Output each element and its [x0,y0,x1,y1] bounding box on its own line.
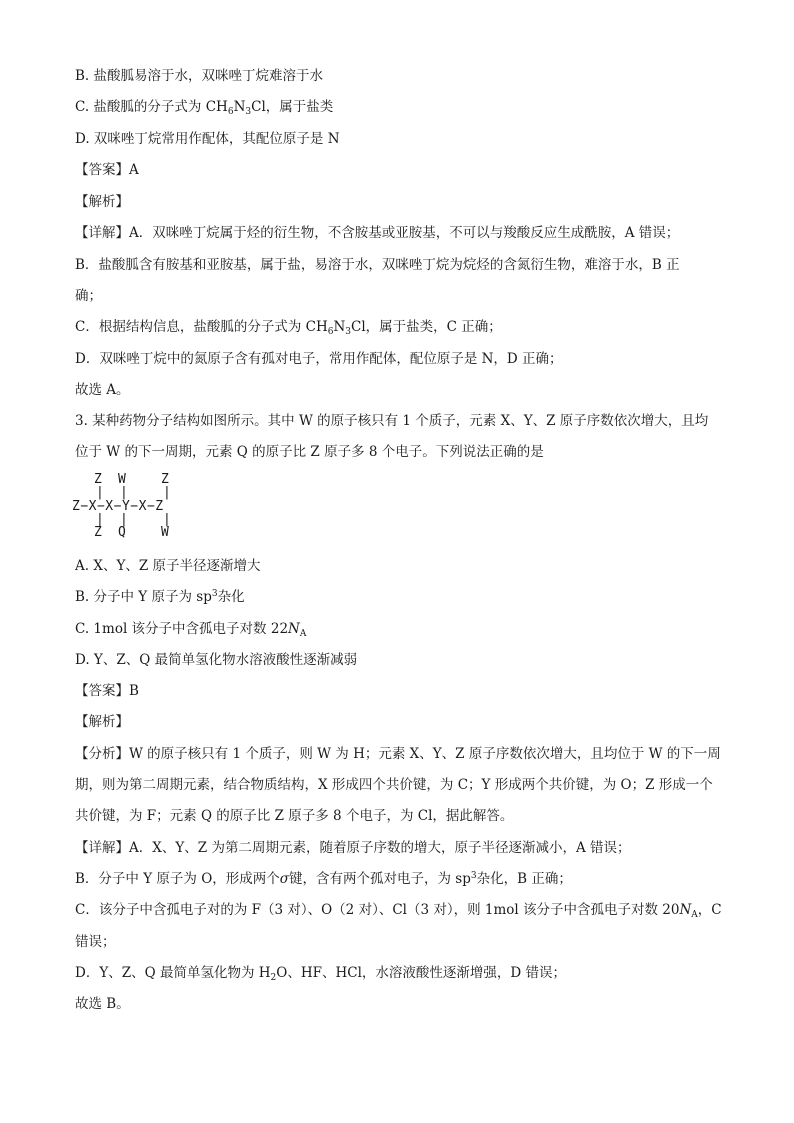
atom-label: Z [94,525,102,540]
text: 【详解】A．双咪唑丁烷属于烃的衍生物，不含胺基或亚胺基，不可以与羧酸反应生成酰胺，A 错误； [75,225,680,241]
text: B．分子中 Y 原子为 O，形成两个 [75,871,280,887]
option-c-line-2 [75,621,306,637]
text: B. 分子中 Y 原子为 sp [75,589,212,605]
detail-line-b-cont [75,288,102,304]
text: C. 1mol 该分子中含孤电子对数 22 [75,621,289,637]
text: 【分析】W 的原子核只有 1 个质子，则 W 为 H；元素 X、Y、Z 原子序数依次增大，且均位于 W 的下一周 [75,746,721,762]
option-b-line [75,68,323,84]
atom-label: Q [118,525,126,540]
text: 3. 某种药物分子结构如图所示。其中 W 的原子核只有 1 个质子，元素 X、Y、Z 原子序数依次增大，且均 [75,413,709,429]
text: 杂化，B 正确； [476,871,572,887]
answer-label [75,162,139,178]
detail-line-a [75,225,679,241]
question-3-line-1 [75,413,708,429]
text: ，C [697,902,722,918]
detail-line-c [75,319,502,335]
text: N [333,319,346,335]
analysis-label-2 [75,714,129,730]
analysis-line-1 [75,746,721,762]
detail-line-d [75,351,563,367]
text: 键，含有两个孤对电子，为 sp [289,871,471,887]
conclusion-line-2 [75,996,130,1012]
text: 杂化 [217,589,245,605]
bond-line: | [163,512,171,527]
text: 确； [75,288,102,304]
subscript: 6 [327,327,334,337]
subscript: A [299,629,307,639]
option-d-line-2 [75,652,357,668]
text: 共价键，为 F；元素 Q 的原子比 Z 原子多 8 个电子，为 Cl，据此解答。 [75,808,514,824]
text: Cl，属于盐类，C 正确； [351,319,502,335]
text: D. Y、Z、Q 最简单氢化物水溶液酸性逐渐减弱 [75,652,358,668]
bond-line: | [120,485,128,500]
atom-label: Z [161,472,169,487]
text: B．盐酸胍含有胺基和亚胺基，属于盐，易溶于水，双咪唑丁烷为烷烃的含氮衍生物，难溶于水，B 正 [75,257,680,273]
conclusion-line [75,382,130,398]
subscript: 3 [345,327,352,337]
atom-label: W [118,472,126,487]
subscript: 2 [270,973,277,983]
text: C．该分子中含孤电子对的为 F（3 对）、O（2 对）、Cl（3 对），则 1mol 该分子中含孤电子对数 20 [75,902,680,918]
text: 期，则为第二周期元素，结合物质结构，X 形成四个共价键，为 C；Y 形成两个共价键，为 O；Z 形成一个 [75,777,713,793]
text: C．根据结构信息，盐酸胍的分子式为 CH [75,319,328,335]
analysis-line-3 [75,808,513,824]
detail-2-line-d [75,965,566,981]
text: O、HF、HCl，水溶液酸性逐渐增强，D 错误； [276,965,567,981]
option-c-line [75,99,333,115]
bond-line: | [96,512,104,527]
option-a-line [75,558,261,574]
answer-label-2 [75,683,139,699]
text: D. 双咪唑丁烷常用作配体，其配位原子是 N [75,131,340,147]
text: 【答案】A [75,162,139,178]
text: 故选 B。 [75,996,130,1012]
question-3-line-2 [75,444,544,460]
detail-2-line-a [75,840,630,856]
text: 【答案】B [75,683,139,699]
avogadro-symbol: N [288,621,300,637]
main-chain: Z−X−X−Y−X−Z [72,499,164,514]
detail-line-b [75,257,680,273]
detail-2-line-c [75,902,722,918]
text: 错误； [75,934,116,950]
avogadro-symbol: N [679,902,692,918]
text: 【详解】A．X、Y、Z 为第二周期元素，随着原子序数的增大，原子半径逐渐减小，A 错误； [75,840,631,856]
option-d-line [75,131,340,147]
text: D．Y、Z、Q 最简单氢化物为 H [75,965,271,981]
subscript: A [691,910,698,920]
bond-line: | [96,485,104,500]
molecular-structure [72,473,202,541]
detail-2-line-b [75,871,572,887]
superscript: 3 [470,871,477,881]
atom-label: Z [94,472,102,487]
superscript: 3 [211,589,218,599]
text: A. X、Y、Z 原子半径逐渐增大 [75,558,261,574]
atom-label: W [161,525,169,540]
option-b-line-2 [75,589,245,605]
text: D．双咪唑丁烷中的氮原子含有孤对电子，常用作配体，配位原子是 N，D 正确； [75,351,563,367]
bond-line: | [163,485,171,500]
sigma-symbol: σ [279,871,289,887]
analysis-line-2 [75,777,713,793]
text: B. 盐酸胍易溶于水，双咪唑丁烷难溶于水 [75,68,324,84]
subscript: 6 [227,107,234,117]
bond-line: | [120,512,128,527]
text: 位于 W 的下一周期，元素 Q 的原子比 Z 原子多 8 个电子。下列说法正确的是 [75,444,544,460]
subscript: 3 [245,107,252,117]
text: N [233,99,246,115]
text: C. 盐酸胍的分子式为 CH [75,99,228,115]
text: 【解析】 [75,714,129,730]
text: 故选 A。 [75,382,130,398]
detail-2-line-c-cont [75,934,116,950]
analysis-label [75,194,129,210]
text: 【解析】 [75,194,129,210]
text: Cl，属于盐类 [251,99,334,115]
